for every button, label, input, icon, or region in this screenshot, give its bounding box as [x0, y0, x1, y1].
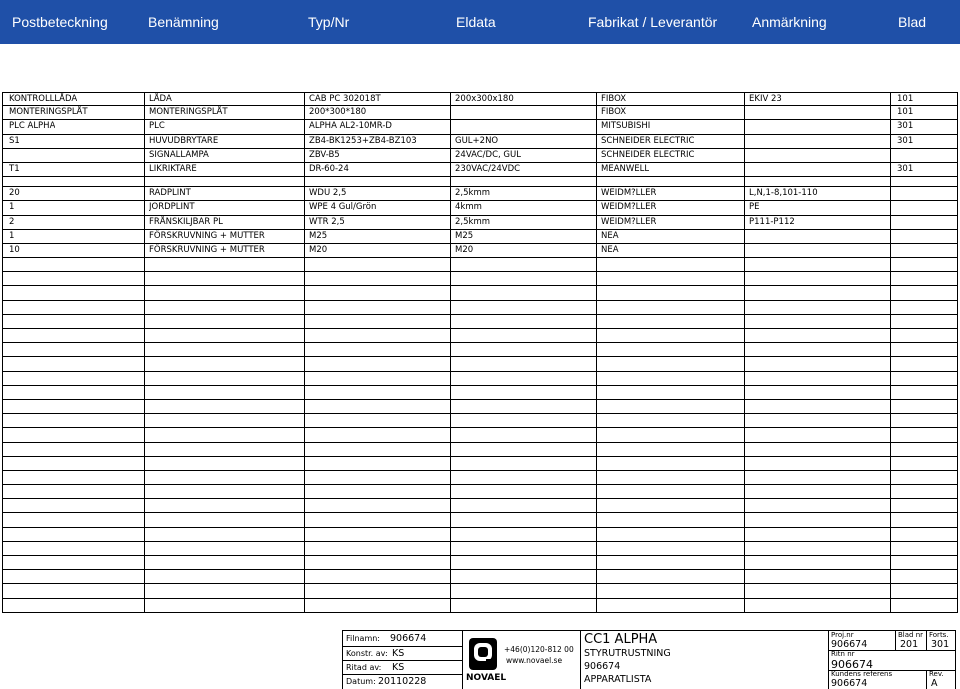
table-row [3, 272, 957, 286]
cell-fabrikat: MEANWELL [601, 163, 650, 174]
table-row [3, 163, 957, 177]
cell-typnr: ZBV-B5 [309, 149, 340, 160]
cell-anmarkning: L,N,1-8,101-110 [749, 188, 818, 199]
cell-eldata: 200x300x180 [455, 94, 514, 104]
projnr-label: Proj.nr [831, 631, 854, 639]
table-row [3, 216, 957, 230]
cell-eldata: 4kmm [455, 202, 482, 213]
datum-label: Datum: [346, 677, 376, 686]
cell-postbeteckning: 10 [9, 244, 20, 255]
drawing-title: CC1 ALPHA [584, 632, 658, 647]
table-row [3, 528, 957, 542]
rev-label: Rev. [929, 670, 944, 678]
cell-fabrikat: SCHNEIDER ELECTRIC [601, 149, 695, 160]
cell-typnr: WPE 4 Gul/Grön [309, 202, 377, 213]
table-header [0, 0, 960, 44]
forts-label: Forts. [929, 631, 949, 639]
cell-fabrikat: NEA [601, 230, 619, 241]
table-row [3, 120, 957, 134]
table-row [3, 201, 957, 215]
cell-benamning: FRÅNSKILJBAR PL [149, 216, 223, 227]
cell-fabrikat: FIBOX [601, 94, 627, 104]
table-row [3, 315, 957, 329]
col-typnr: Typ/Nr [308, 14, 350, 30]
table-row [3, 443, 957, 457]
table-row [3, 386, 957, 400]
col-postbeteckning: Postbeteckning [12, 14, 108, 30]
table-row [3, 584, 957, 598]
bladnr-label: Blad nr [898, 631, 924, 639]
cell-eldata: 2,5kmm [455, 216, 491, 227]
cell-fabrikat: FIBOX [601, 107, 627, 118]
table-row [3, 471, 957, 485]
cell-fabrikat: WEIDM?LLER [601, 202, 657, 213]
cell-typnr: WDU 2,5 [309, 188, 347, 199]
table-row [3, 244, 957, 258]
table-row [3, 599, 957, 613]
cell-benamning: RADPLINT [149, 188, 191, 199]
col-benamning: Benämning [148, 14, 219, 30]
cell-anmarkning: P111-P112 [749, 216, 795, 227]
cell-blad: 101 [897, 107, 914, 118]
table-row [3, 400, 957, 414]
cell-postbeteckning: 1 [9, 230, 15, 241]
col-blad: Blad [898, 14, 927, 30]
cell-blad: 101 [897, 94, 914, 104]
cell-anmarkning: EKIV 23 [749, 94, 782, 104]
column-divider [596, 92, 597, 613]
cell-fabrikat: NEA [601, 244, 619, 255]
datum-value: 20110228 [378, 676, 427, 687]
table-row [3, 570, 957, 584]
col-fabrikat: Fabrikat / Leverantör [588, 14, 718, 30]
konstr-value: KS [392, 648, 405, 659]
table-row [3, 92, 957, 106]
cell-benamning: SIGNALLAMPA [149, 149, 209, 160]
cell-fabrikat: WEIDM?LLER [601, 216, 657, 227]
component-sheet [0, 44, 960, 689]
filnamn-value: 906674 [390, 633, 427, 644]
kundref-value: 906674 [831, 678, 868, 689]
column-divider [450, 92, 451, 613]
cell-benamning: LIKRIKTARE [149, 163, 197, 174]
table-row [3, 286, 957, 300]
ritnr-value: 906674 [831, 658, 873, 671]
rev-value: A [931, 678, 938, 689]
cell-postbeteckning: 20 [9, 188, 20, 199]
cell-blad: 301 [897, 135, 914, 146]
cell-eldata: M20 [455, 244, 474, 255]
table-row [3, 177, 957, 187]
cell-eldata: 2,5kmm [455, 188, 491, 199]
cell-fabrikat: MITSUBISHI [601, 121, 651, 132]
table-row [3, 301, 957, 315]
kundref-label: Kundens referens [831, 670, 893, 678]
cell-benamning: FÖRSKRUVNING + MUTTER [149, 230, 265, 241]
logo-text: NOVAEL [466, 673, 507, 683]
cell-benamning: JORDPLINT [149, 202, 195, 213]
bladnr-value: 201 [900, 639, 919, 650]
phone: +46(0)120-812 00 [504, 645, 574, 654]
column-divider [744, 92, 745, 613]
table-row [3, 372, 957, 386]
table-row [3, 357, 957, 371]
cell-benamning: FÖRSKRUVNING + MUTTER [149, 244, 265, 255]
cell-eldata: 24VAC/DC, GUL [455, 149, 521, 160]
cell-eldata: GUL+2NO [455, 135, 499, 146]
cell-typnr: ALPHA AL2-10MR-D [309, 121, 392, 132]
cell-postbeteckning: S1 [9, 135, 20, 146]
table-row [3, 485, 957, 499]
table-row [3, 230, 957, 244]
cell-fabrikat: SCHNEIDER ELECTRIC [601, 135, 695, 146]
column-divider [144, 92, 145, 613]
cell-typnr: 200*300*180 [309, 107, 367, 118]
cell-postbeteckning: T1 [9, 163, 20, 174]
table-row [3, 149, 957, 163]
cell-blad: 301 [897, 163, 914, 174]
cell-anmarkning: PE [749, 202, 760, 213]
cell-fabrikat: WEIDM?LLER [601, 188, 657, 199]
cell-postbeteckning: PLC ALPHA [9, 121, 56, 132]
cell-postbeteckning: KONTROLLLÅDA [9, 94, 78, 104]
drawing-number: 906674 [584, 661, 621, 672]
cell-typnr: CAB PC 302018T [309, 94, 381, 104]
konstr-label: Konstr. av: [346, 649, 388, 658]
cell-typnr: DR-60-24 [309, 163, 349, 174]
cell-postbeteckning: 2 [9, 216, 15, 227]
table-row [3, 343, 957, 357]
cell-postbeteckning: 1 [9, 202, 15, 213]
table-row [3, 187, 957, 201]
forts-value: 301 [931, 639, 950, 650]
table-row [3, 258, 957, 272]
table-row [3, 513, 957, 527]
cell-eldata: M25 [455, 230, 474, 241]
projnr-value: 906674 [831, 639, 868, 650]
table-row [3, 542, 957, 556]
cell-benamning: LÅDA [149, 94, 172, 104]
title-block [342, 630, 956, 689]
col-eldata: Eldata [456, 14, 496, 30]
cell-benamning: HUVUDBRYTARE [149, 135, 219, 146]
ritnr-label: Ritn nr [831, 650, 855, 658]
novael-logo-icon [468, 637, 498, 671]
filnamn-label: Filnamn: [346, 634, 380, 643]
cell-blad: 301 [897, 121, 914, 132]
component-grid [2, 92, 958, 613]
table-row [3, 414, 957, 428]
col-anmarkning: Anmärkning [752, 14, 827, 30]
cell-typnr: M20 [309, 244, 328, 255]
cell-benamning: PLC [149, 121, 165, 132]
table-row [3, 499, 957, 513]
cell-typnr: WTR 2,5 [309, 216, 345, 227]
drawing-subtitle: STYRUTRUSTNING [584, 648, 671, 659]
table-row [3, 556, 957, 570]
drawing-type: APPARATLISTA [584, 674, 652, 685]
table-row [3, 135, 957, 149]
table-row [3, 457, 957, 471]
cell-benamning: MONTERINGSPLÅT [149, 107, 228, 118]
ritad-label: Ritad av: [346, 663, 382, 672]
column-divider [890, 92, 891, 613]
column-divider [304, 92, 305, 613]
website-link: www.novael.se [506, 656, 563, 665]
cell-typnr: ZB4-BK1253+ZB4-BZ103 [309, 135, 417, 146]
table-row [3, 329, 957, 343]
cell-postbeteckning: MONTERINGSPLÅT [9, 107, 88, 118]
cell-eldata: 230VAC/24VDC [455, 163, 521, 174]
ritad-value: KS [392, 662, 405, 673]
cell-typnr: M25 [309, 230, 328, 241]
table-row [3, 106, 957, 120]
table-row [3, 428, 957, 442]
